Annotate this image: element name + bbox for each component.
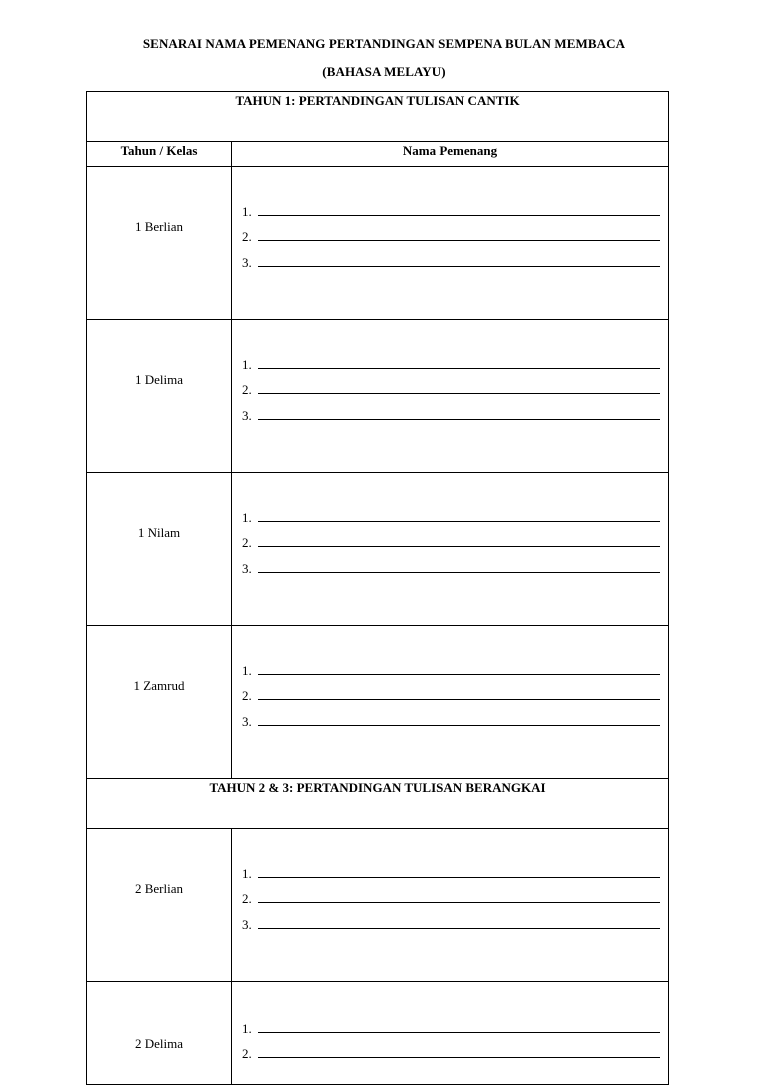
- name-blank-line[interactable]: [258, 917, 660, 929]
- class-name-cell: [87, 167, 232, 320]
- entry-number: 2.: [242, 535, 252, 550]
- winner-entry: [242, 397, 668, 423]
- name-blank-line[interactable]: [258, 714, 660, 726]
- name-blank-line[interactable]: [258, 229, 660, 241]
- class-row: [87, 982, 669, 1085]
- entry-number: 2.: [242, 1046, 252, 1061]
- column-header-winners-label: Nama Pemenang: [402, 143, 498, 158]
- section-title: TAHUN 1: PERTANDINGAN TULISAN CANTIK: [235, 93, 520, 108]
- class-name-cell: [87, 626, 232, 779]
- name-blank-line[interactable]: [258, 255, 660, 267]
- winner-entry: [242, 906, 668, 932]
- winner-entry: [242, 652, 668, 678]
- name-blank-line[interactable]: [258, 688, 660, 700]
- name-blank-line[interactable]: [258, 663, 660, 675]
- name-blank-line[interactable]: [258, 561, 660, 573]
- section-title: TAHUN 2 & 3: PERTANDINGAN TULISAN BERANGKAI: [209, 780, 546, 795]
- winner-entry: [242, 678, 668, 704]
- section-title-cell: [87, 92, 669, 142]
- entry-number: 1.: [242, 1020, 252, 1036]
- name-blank-line[interactable]: [258, 204, 660, 216]
- winner-entry: [242, 881, 668, 907]
- name-blank-line[interactable]: [258, 1046, 660, 1058]
- page-title: SENARAI NAMA PEMENANG PERTANDINGAN SEMPENA BULAN MEMBACA: [142, 36, 626, 51]
- class-name-cell: [87, 473, 232, 626]
- class-row: [87, 320, 669, 473]
- class-name: 1 Berlian: [134, 219, 183, 234]
- class-name: 1 Nilam: [137, 525, 181, 540]
- class-name: 1 Zamrud: [133, 678, 185, 693]
- winner-entry: [242, 1010, 668, 1036]
- column-header-class-label: Tahun / Kelas: [120, 143, 198, 158]
- winner-names-cell: [232, 626, 669, 779]
- entry-number: 1.: [242, 662, 252, 678]
- winner-names-cell: [232, 982, 669, 1085]
- entry-number: 2.: [242, 891, 252, 906]
- winners-table-body: [87, 92, 669, 1085]
- name-blank-line[interactable]: [258, 408, 660, 420]
- name-blank-line[interactable]: [258, 891, 660, 903]
- winner-entry: [242, 525, 668, 551]
- winner-entry: [242, 346, 668, 372]
- winner-entry: [242, 703, 668, 729]
- class-name: 2 Delima: [134, 1036, 183, 1051]
- entry-number: 2.: [242, 382, 252, 397]
- class-name: 1 Delima: [134, 372, 183, 387]
- section-header-row: [87, 779, 669, 829]
- entry-number: 3.: [242, 254, 252, 270]
- winner-entry: [242, 193, 668, 219]
- column-header-winners: [232, 142, 669, 167]
- section-header-row: [87, 92, 669, 142]
- entry-number: 2.: [242, 688, 252, 703]
- winner-names-cell: [232, 829, 669, 982]
- class-row: [87, 829, 669, 982]
- winner-entry: [242, 219, 668, 245]
- name-blank-line[interactable]: [258, 510, 660, 522]
- winner-entry: [242, 550, 668, 576]
- entry-number: 1.: [242, 356, 252, 372]
- column-header-row: [87, 142, 669, 167]
- name-blank-line[interactable]: [258, 535, 660, 547]
- winner-entry: [242, 855, 668, 881]
- section-title-cell: [87, 779, 669, 829]
- name-blank-line[interactable]: [258, 357, 660, 369]
- winner-entry: [242, 244, 668, 270]
- entry-number: 2.: [242, 229, 252, 244]
- class-name-cell: [87, 982, 232, 1085]
- class-row: [87, 626, 669, 779]
- entry-number: 3.: [242, 407, 252, 423]
- entry-number: 1.: [242, 203, 252, 219]
- winner-names-cell: [232, 473, 669, 626]
- winner-names-cell: [232, 320, 669, 473]
- entry-number: 1.: [242, 865, 252, 881]
- winner-names-cell: [232, 167, 669, 320]
- winner-entry: [242, 372, 668, 398]
- class-row: [87, 473, 669, 626]
- page-subtitle: (BAHASA MELAYU): [322, 64, 446, 79]
- class-name-cell: [87, 829, 232, 982]
- class-name-cell: [87, 320, 232, 473]
- entry-number: 3.: [242, 713, 252, 729]
- entry-number: 3.: [242, 916, 252, 932]
- name-blank-line[interactable]: [258, 1021, 660, 1033]
- name-blank-line[interactable]: [258, 382, 660, 394]
- class-row: [87, 167, 669, 320]
- class-name: 2 Berlian: [134, 881, 183, 896]
- winners-table: [86, 91, 669, 1085]
- name-blank-line[interactable]: [258, 866, 660, 878]
- winner-entry: [242, 499, 668, 525]
- column-header-class: [87, 142, 232, 167]
- entry-number: 1.: [242, 509, 252, 525]
- entry-number: 3.: [242, 560, 252, 576]
- winner-entry: [242, 1036, 668, 1062]
